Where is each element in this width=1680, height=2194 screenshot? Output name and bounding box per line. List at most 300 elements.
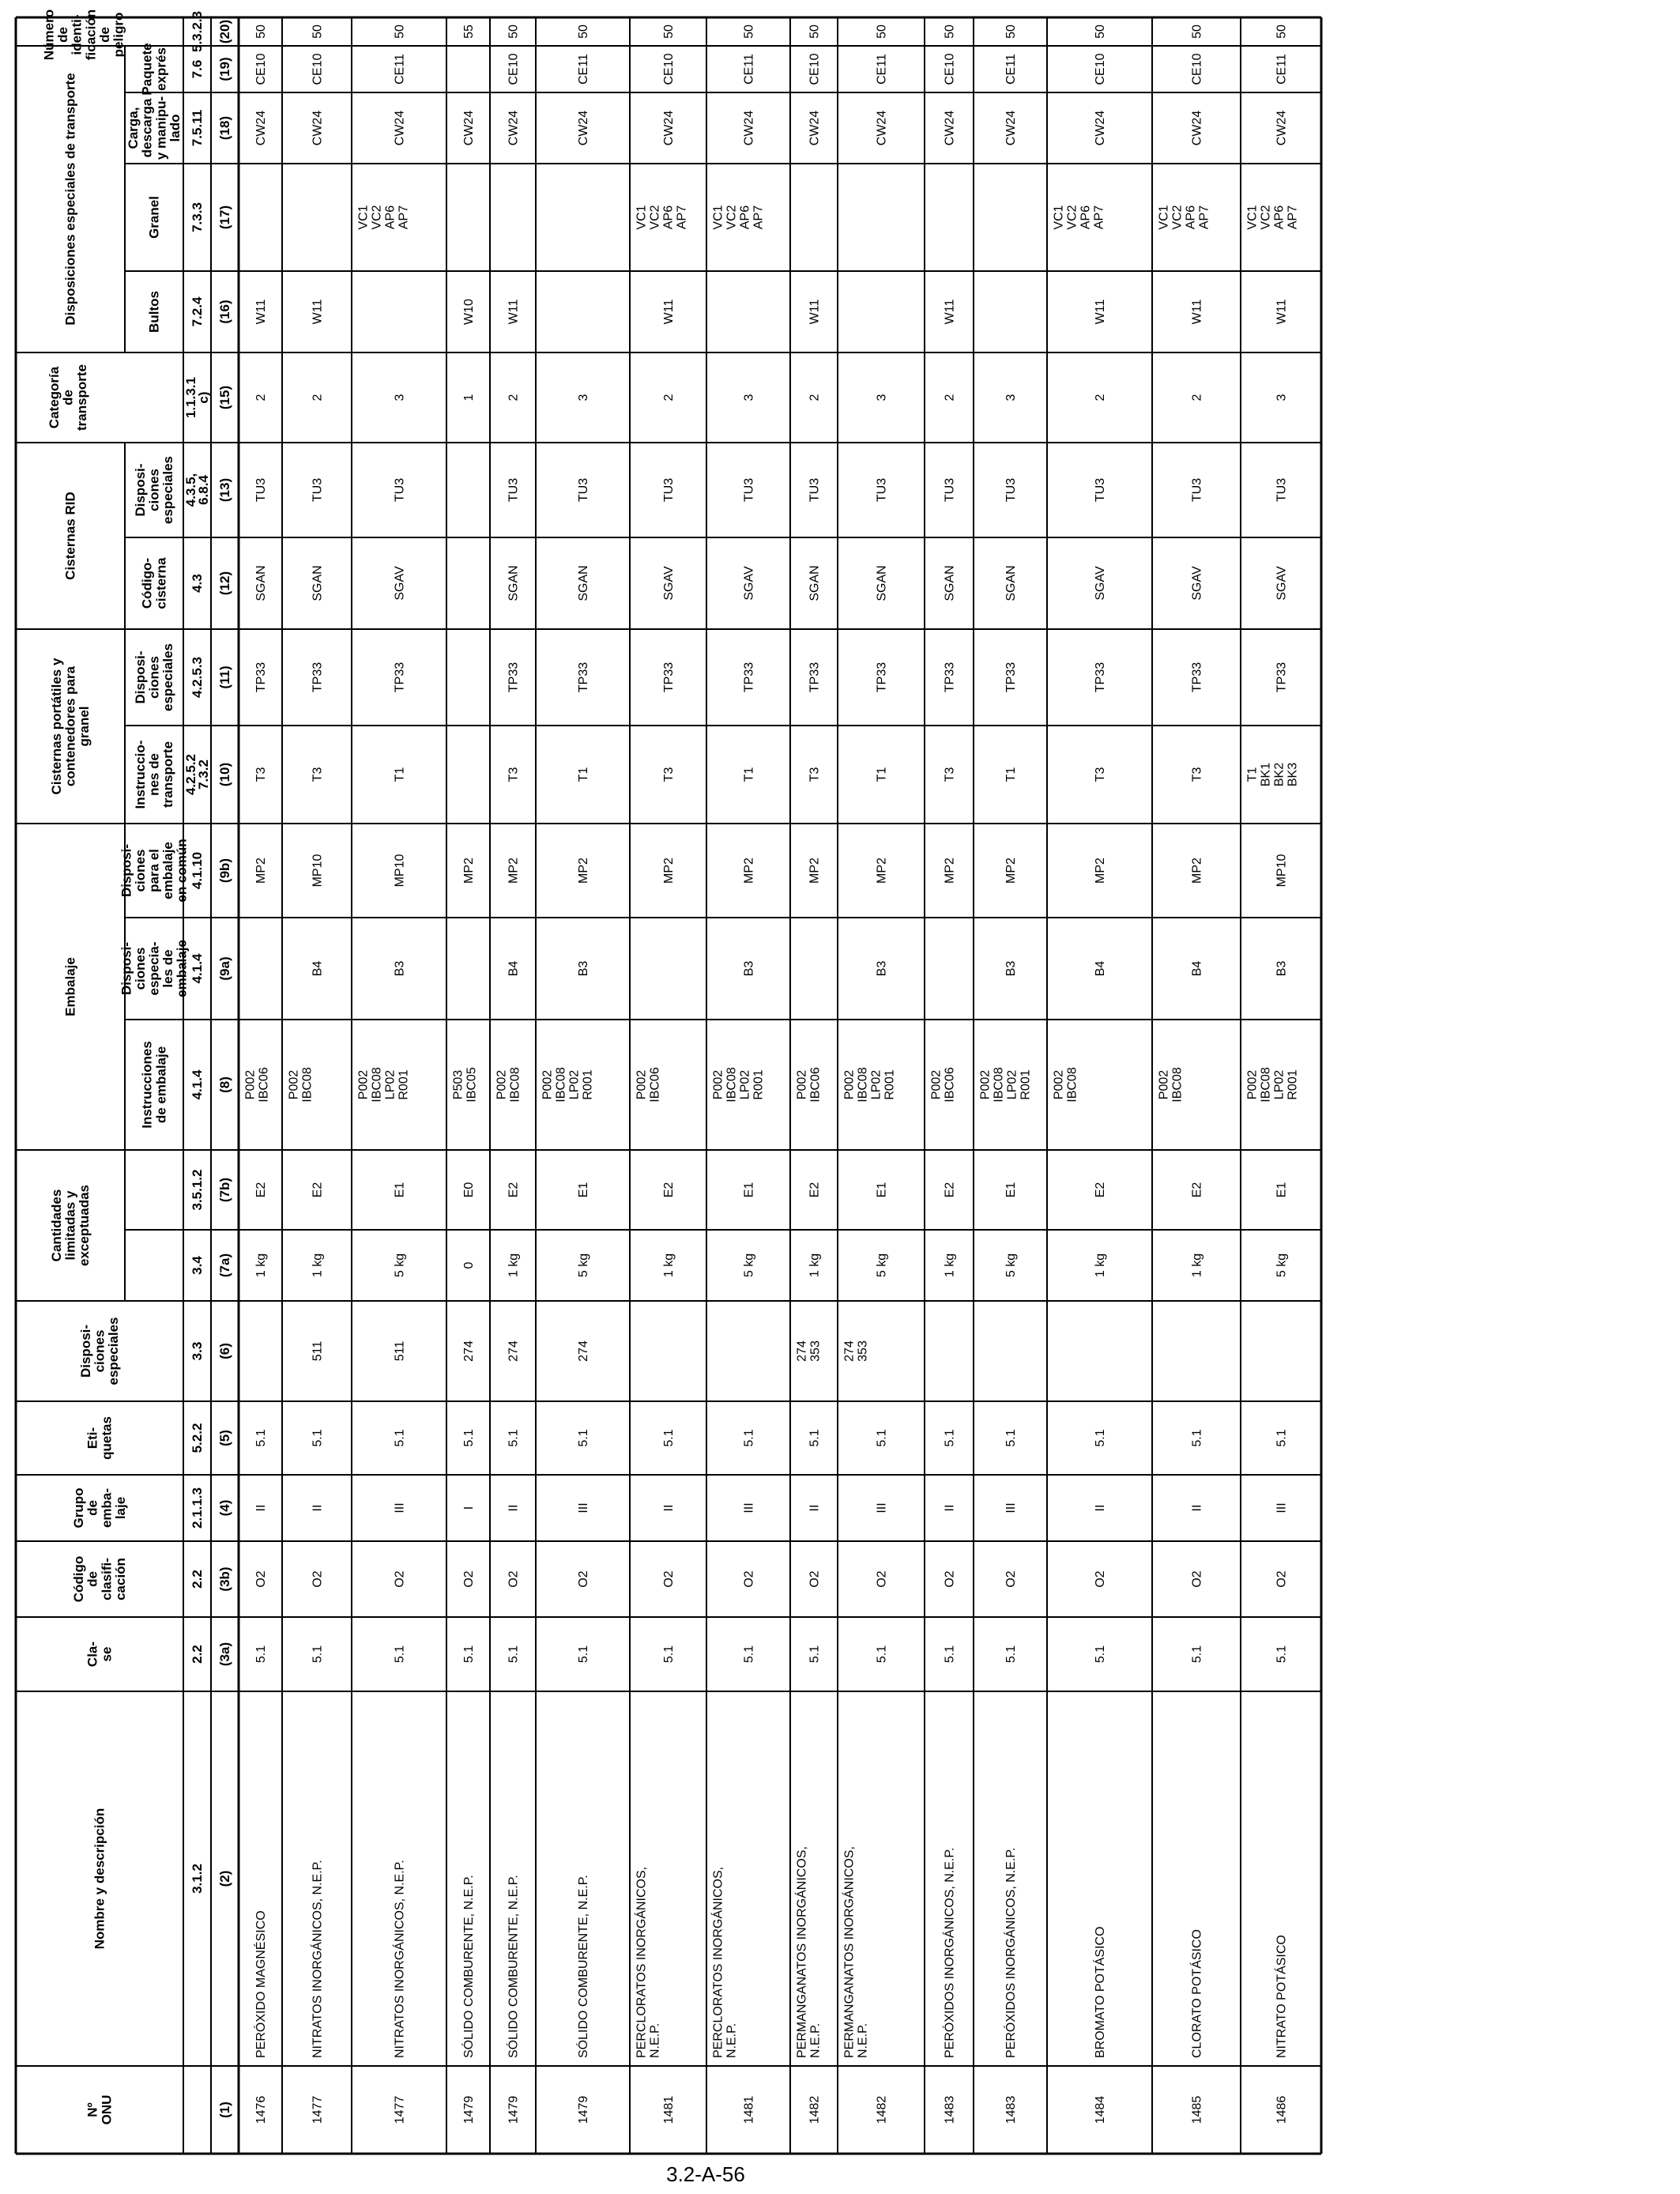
header-col9a-line: Disposi- bbox=[119, 941, 134, 996]
header-col5-line: quetas bbox=[99, 1416, 115, 1460]
ref-col15-line: 1.1.3.1 bbox=[183, 377, 198, 418]
row-12-col15 bbox=[1004, 394, 1018, 401]
row-11-col3a bbox=[944, 1646, 957, 1663]
row-2-col6 bbox=[311, 1341, 325, 1362]
row-6-col3a bbox=[577, 1646, 590, 1663]
row-4-col8-line: IBC05 bbox=[465, 1067, 479, 1103]
header-col10 bbox=[133, 741, 175, 809]
row-7-col1-line: 1481 bbox=[662, 2095, 676, 2124]
row-14-col15 bbox=[1191, 394, 1204, 401]
row-15-col11-line: TP33 bbox=[1275, 662, 1289, 693]
row-1-col9b-line: MP2 bbox=[254, 858, 268, 884]
row-6-col10-line: T1 bbox=[577, 767, 590, 782]
colnum-col7b-line: (7b) bbox=[217, 1177, 232, 1203]
ref-col18 bbox=[190, 110, 205, 146]
colnum-col11 bbox=[217, 665, 232, 688]
ref-col5 bbox=[190, 1423, 205, 1453]
colnum-col1-line: (1) bbox=[217, 2102, 232, 2118]
row-7-col10 bbox=[662, 767, 676, 782]
row-5-col3a-line: 5.1 bbox=[507, 1645, 521, 1664]
row-10-col9a bbox=[876, 961, 889, 977]
row-10-col2 bbox=[842, 1846, 870, 2058]
row-6-col9b bbox=[577, 858, 590, 884]
ref-col13-line: 6.8.4 bbox=[196, 475, 211, 505]
row-6-col19-line: CE11 bbox=[577, 54, 590, 85]
row-15-col12 bbox=[1275, 566, 1289, 601]
row-5-col5 bbox=[507, 1429, 521, 1446]
row-8-col3b bbox=[743, 1570, 756, 1587]
row-3-col1 bbox=[394, 2096, 407, 2124]
row-6-col2 bbox=[575, 1875, 590, 2058]
row-10-col10-line: T1 bbox=[875, 767, 889, 782]
row-3-col4 bbox=[394, 1502, 407, 1513]
row-11-col12 bbox=[944, 565, 957, 601]
row-4-col18-line: CW24 bbox=[462, 110, 476, 146]
row-10-col6-line: 353 bbox=[856, 1340, 870, 1362]
row-15-col15 bbox=[1275, 394, 1289, 401]
row-6-col3a-line: 5.1 bbox=[577, 1645, 590, 1664]
row-3-col3a bbox=[394, 1646, 407, 1663]
row-14-col3a-line: 5.1 bbox=[1190, 1645, 1204, 1664]
header-group_cisternas_portatiles-line: granel bbox=[77, 706, 92, 747]
row-7-col2 bbox=[634, 1867, 662, 2058]
row-12-col11-line: TP33 bbox=[1004, 662, 1018, 693]
row-10-col20 bbox=[876, 25, 889, 39]
row-5-col7a-line: 1 kg bbox=[507, 1253, 521, 1278]
row-9-col7b bbox=[808, 1182, 822, 1198]
row-2-col7b bbox=[311, 1182, 325, 1198]
row-6-col9a-line: B3 bbox=[577, 960, 590, 977]
row-8-col12-line: SGAV bbox=[742, 566, 756, 601]
row-7-col15 bbox=[662, 394, 676, 401]
row-8-col5 bbox=[743, 1429, 756, 1446]
row-6-col9a bbox=[577, 961, 590, 977]
row-8-col3b-line: O2 bbox=[742, 1570, 756, 1588]
row-1-col20-line: 50 bbox=[254, 25, 268, 39]
row-15-col20-line: 50 bbox=[1275, 25, 1289, 39]
row-15-col10-line: BK2 bbox=[1272, 762, 1286, 787]
row-3-col18 bbox=[394, 111, 407, 146]
row-7-col10-line: T3 bbox=[662, 767, 676, 782]
row-14-col17-line: AP7 bbox=[1197, 205, 1211, 230]
row-11-col13-line: TU3 bbox=[943, 477, 957, 503]
row-11-col9b bbox=[944, 858, 957, 884]
row-10-col11-line: TP33 bbox=[875, 662, 889, 693]
row-6-col20 bbox=[577, 25, 590, 39]
row-13-col20 bbox=[1094, 25, 1107, 39]
row-9-col3b-line: O2 bbox=[808, 1570, 822, 1588]
row-5-col1-line: 1479 bbox=[507, 2095, 521, 2124]
row-13-col17-line: VC2 bbox=[1065, 205, 1079, 230]
row-7-col2-line: PERCLORATOS INORGÁNICOS, bbox=[635, 1866, 649, 2058]
row-2-col10 bbox=[311, 767, 325, 782]
row-12-col1 bbox=[1004, 2096, 1018, 2124]
row-5-col18 bbox=[507, 111, 521, 146]
row-10-col18-line: CW24 bbox=[875, 110, 889, 146]
row-1-col12-line: SGAN bbox=[254, 565, 268, 601]
row-5-col7b bbox=[507, 1182, 521, 1198]
row-1-col15 bbox=[254, 394, 268, 401]
row-13-col1 bbox=[1094, 2096, 1107, 2124]
row-11-col18 bbox=[944, 111, 957, 146]
colnum-col18-line: (18) bbox=[217, 115, 232, 141]
row-4-col15-line: 1 bbox=[462, 394, 476, 401]
ref-col20-line: 5.3.2.3 bbox=[190, 11, 205, 52]
row-14-col13-line: TU3 bbox=[1190, 477, 1204, 503]
row-11-col20 bbox=[944, 25, 957, 39]
row-8-col9a bbox=[743, 961, 756, 977]
row-15-col15-line: 3 bbox=[1275, 394, 1289, 401]
header-col6-line: Disposi- bbox=[78, 1324, 93, 1378]
colnum-col2 bbox=[217, 1871, 232, 1887]
row-9-col20 bbox=[808, 25, 822, 39]
header-col3a bbox=[85, 1642, 115, 1667]
row-9-col12 bbox=[808, 565, 822, 601]
row-5-col4-line: II bbox=[507, 1504, 521, 1512]
row-1-col5 bbox=[254, 1429, 268, 1446]
row-9-col20-line: 50 bbox=[808, 25, 822, 39]
row-8-col17 bbox=[712, 205, 766, 229]
header-col18-line: lado bbox=[167, 114, 183, 142]
row-14-col11-line: TP33 bbox=[1190, 662, 1204, 693]
ref-col2-line: 3.1.2 bbox=[190, 1864, 205, 1894]
header-col19-line: exprés bbox=[153, 47, 169, 91]
row-12-col9a bbox=[1004, 961, 1018, 977]
row-5-col20-line: 50 bbox=[507, 25, 521, 39]
header-col5-line: Eti- bbox=[85, 1427, 100, 1449]
row-4-col5 bbox=[462, 1429, 476, 1446]
row-13-col19-line: CE10 bbox=[1094, 53, 1107, 85]
row-7-col19-line: CE10 bbox=[662, 53, 676, 85]
row-6-col8-line: IBC08 bbox=[554, 1067, 568, 1103]
row-11-col3b-line: O2 bbox=[943, 1570, 957, 1588]
ref-col13 bbox=[183, 473, 211, 507]
row-9-col11-line: TP33 bbox=[808, 662, 822, 693]
row-15-col3a-line: 5.1 bbox=[1275, 1645, 1289, 1664]
row-12-col7a bbox=[1004, 1253, 1018, 1277]
row-11-col8-line: P002 bbox=[929, 1069, 944, 1100]
row-5-col19-line: CE10 bbox=[507, 53, 521, 85]
header-col11 bbox=[133, 643, 175, 711]
row-7-col7b bbox=[662, 1182, 676, 1198]
header-col18-line: y manipu- bbox=[153, 96, 169, 160]
row-4-col6-line: 274 bbox=[462, 1340, 476, 1362]
header-col1 bbox=[85, 2095, 115, 2125]
row-3-col1-line: 1477 bbox=[393, 2095, 407, 2124]
row-3-col7b-line: E1 bbox=[393, 1182, 407, 1198]
row-11-col11 bbox=[944, 662, 957, 692]
row-3-col17-line: VC1 bbox=[356, 205, 371, 230]
row-13-col5 bbox=[1094, 1429, 1107, 1446]
row-3-col4-line: III bbox=[393, 1502, 407, 1514]
row-13-col9b bbox=[1094, 858, 1107, 884]
row-12-col12-line: SGAN bbox=[1004, 565, 1018, 601]
row-3-col13 bbox=[394, 478, 407, 502]
row-5-col15 bbox=[507, 394, 521, 401]
row-14-col8-line: P002 bbox=[1157, 1069, 1171, 1100]
row-3-col15-line: 3 bbox=[393, 394, 407, 401]
ref-col8 bbox=[190, 1069, 205, 1099]
row-5-col2 bbox=[506, 1875, 521, 2058]
row-8-col3a bbox=[743, 1646, 756, 1663]
row-5-col2-line: SÓLIDO COMBURENTE, N.E.P. bbox=[507, 1875, 521, 2058]
row-15-col2 bbox=[1274, 1935, 1289, 2058]
row-4-col2 bbox=[461, 1875, 476, 2058]
row-8-col8 bbox=[712, 1067, 766, 1103]
row-15-col17-line: AP7 bbox=[1286, 205, 1300, 230]
ref-col9a bbox=[190, 953, 205, 983]
row-3-col7b bbox=[394, 1182, 407, 1198]
colnum-col3a-line: (3a) bbox=[217, 1642, 232, 1667]
row-7-col3b bbox=[662, 1570, 676, 1587]
colnum-col5-line: (5) bbox=[217, 1430, 232, 1446]
ref-col10 bbox=[183, 754, 211, 795]
colnum-col3a bbox=[217, 1642, 232, 1666]
header-col6 bbox=[78, 1317, 121, 1385]
row-7-col2-line: N.E.P. bbox=[648, 2022, 662, 2058]
row-15-col9a-line: B3 bbox=[1275, 960, 1289, 977]
row-1-col7a bbox=[254, 1253, 268, 1277]
header-col16-line: Bultos bbox=[146, 291, 162, 333]
row-10-col8-line: R001 bbox=[883, 1069, 897, 1100]
row-13-col9a bbox=[1094, 961, 1107, 977]
table-grid-lines bbox=[16, 14, 1321, 2154]
row-8-col4 bbox=[743, 1502, 756, 1513]
row-11-col5 bbox=[944, 1429, 957, 1446]
row-14-col18 bbox=[1191, 111, 1204, 146]
row-13-col7a bbox=[1094, 1253, 1107, 1277]
row-10-col3b-line: O2 bbox=[875, 1570, 889, 1588]
row-10-col9a-line: B3 bbox=[875, 960, 889, 977]
colnum-col13 bbox=[217, 478, 232, 502]
row-7-col17-line: AP6 bbox=[661, 205, 676, 230]
row-7-col17-line: VC2 bbox=[648, 205, 662, 230]
row-5-col8 bbox=[495, 1067, 522, 1103]
row-6-col8-line: R001 bbox=[581, 1069, 595, 1100]
header-col9a bbox=[119, 940, 190, 997]
row-14-col9a-line: B4 bbox=[1190, 960, 1204, 977]
row-14-col7a-line: 1 kg bbox=[1190, 1253, 1204, 1278]
row-6-col8 bbox=[541, 1067, 595, 1103]
row-5-col12-line: SGAN bbox=[507, 565, 521, 601]
ref-col16 bbox=[190, 296, 205, 326]
row-11-col9b-line: MP2 bbox=[943, 858, 957, 884]
ref-col7b bbox=[190, 1170, 205, 1211]
row-15-col8-line: R001 bbox=[1286, 1069, 1300, 1100]
ref-col15-line: c) bbox=[196, 391, 211, 404]
row-8-col11-line: TP33 bbox=[742, 662, 756, 693]
row-15-col9b-line: MP10 bbox=[1275, 854, 1289, 888]
row-12-col3b-line: O2 bbox=[1004, 1570, 1018, 1588]
row-15-col7a bbox=[1275, 1253, 1289, 1277]
row-15-col17-line: VC2 bbox=[1259, 205, 1273, 230]
header-col20 bbox=[42, 9, 126, 60]
row-1-col5-line: 5.1 bbox=[254, 1429, 268, 1447]
row-11-col12-line: SGAN bbox=[943, 565, 957, 601]
row-13-col5-line: 5.1 bbox=[1094, 1429, 1107, 1447]
row-5-col7a bbox=[507, 1253, 521, 1277]
ref-col6 bbox=[190, 1342, 205, 1361]
row-5-col6-line: 274 bbox=[507, 1340, 521, 1362]
row-7-col17-line: VC1 bbox=[635, 205, 649, 230]
row-6-col6 bbox=[577, 1340, 590, 1362]
row-8-col17-line: AP6 bbox=[738, 205, 752, 230]
row-14-col19 bbox=[1191, 53, 1204, 85]
row-10-col1-line: 1482 bbox=[875, 2095, 889, 2124]
row-14-col11 bbox=[1191, 662, 1204, 692]
header-group7-line: limitadas y bbox=[62, 1190, 78, 1261]
row-7-col8-line: P002 bbox=[635, 1069, 649, 1100]
row-13-col3a-line: 5.1 bbox=[1094, 1645, 1107, 1664]
header-col12 bbox=[140, 557, 169, 609]
row-13-col4 bbox=[1094, 1505, 1107, 1512]
row-13-col17 bbox=[1053, 205, 1106, 229]
row-10-col7a-line: 5 kg bbox=[875, 1253, 889, 1278]
row-11-col16-line: W11 bbox=[943, 299, 957, 325]
row-4-col16 bbox=[462, 299, 476, 325]
row-12-col7a-line: 5 kg bbox=[1004, 1253, 1018, 1278]
ref-col11-line: 4.2.5.3 bbox=[190, 657, 205, 698]
row-3-col17-line: AP7 bbox=[397, 205, 411, 230]
header-col6-line: especiales bbox=[106, 1317, 121, 1385]
row-9-col2-line: N.E.P. bbox=[808, 2022, 823, 2058]
row-8-col17-line: VC2 bbox=[725, 205, 739, 230]
row-15-col12-line: SGAV bbox=[1275, 566, 1289, 601]
row-15-col10-line: BK1 bbox=[1259, 762, 1273, 787]
row-14-col4 bbox=[1191, 1505, 1204, 1512]
header-col6-line: ciones bbox=[92, 1329, 107, 1373]
row-9-col12-line: SGAN bbox=[808, 565, 822, 601]
colnum-col7b bbox=[217, 1178, 232, 1202]
ref-col12-line: 4.3 bbox=[190, 574, 205, 593]
row-13-col11-line: TP33 bbox=[1094, 662, 1107, 693]
row-11-col20-line: 50 bbox=[943, 25, 957, 39]
row-14-col8 bbox=[1158, 1067, 1185, 1103]
row-3-col12-line: SGAV bbox=[393, 566, 407, 601]
row-8-col8-line: P002 bbox=[711, 1069, 725, 1100]
row-3-col8 bbox=[357, 1067, 411, 1103]
row-3-col17 bbox=[357, 205, 411, 229]
row-11-col19 bbox=[944, 53, 957, 85]
row-9-col8 bbox=[796, 1067, 823, 1103]
colnum-col2-line: (2) bbox=[217, 1870, 232, 1887]
row-1-col8-line: IBC06 bbox=[257, 1067, 271, 1103]
row-12-col13 bbox=[1004, 478, 1018, 502]
row-1-col10 bbox=[254, 767, 268, 782]
row-9-col8-line: P002 bbox=[795, 1069, 809, 1100]
header-col11-line: Disposi- bbox=[133, 650, 148, 704]
row-15-col17-line: VC1 bbox=[1245, 205, 1260, 230]
row-7-col18-line: CW24 bbox=[662, 110, 676, 146]
header-col5 bbox=[85, 1416, 115, 1460]
colnum-col12-line: (12) bbox=[217, 571, 232, 596]
row-3-col3b-line: O2 bbox=[393, 1570, 407, 1588]
row-10-col7b bbox=[876, 1182, 889, 1198]
row-3-col9a bbox=[394, 961, 407, 977]
row-14-col3b-line: O2 bbox=[1190, 1570, 1204, 1588]
row-5-col8-line: P002 bbox=[495, 1069, 509, 1100]
row-13-col8-line: P002 bbox=[1052, 1069, 1066, 1100]
row-2-col12 bbox=[311, 565, 325, 601]
header-col17 bbox=[147, 196, 162, 239]
row-12-col9a-line: B3 bbox=[1004, 960, 1018, 977]
row-3-col6-line: 511 bbox=[393, 1340, 407, 1362]
row-2-col18 bbox=[311, 111, 325, 146]
row-3-col19 bbox=[394, 54, 407, 85]
row-15-col19-line: CE11 bbox=[1275, 54, 1289, 85]
row-7-col3a bbox=[662, 1646, 676, 1663]
row-13-col11 bbox=[1094, 662, 1107, 692]
row-4-col7a-line: 0 bbox=[462, 1261, 476, 1269]
row-4-col15 bbox=[462, 394, 476, 401]
row-13-col10 bbox=[1094, 767, 1107, 782]
row-4-col9b-line: MP2 bbox=[462, 858, 476, 884]
row-5-col4 bbox=[507, 1505, 521, 1512]
row-11-col8 bbox=[930, 1067, 957, 1103]
row-5-col11 bbox=[507, 662, 521, 692]
ref-col3b bbox=[190, 1570, 205, 1589]
row-12-col7b-line: E1 bbox=[1004, 1182, 1018, 1198]
row-5-col3a bbox=[507, 1646, 521, 1663]
row-2-col4 bbox=[311, 1505, 325, 1512]
row-5-col13 bbox=[507, 478, 521, 502]
row-10-col5 bbox=[876, 1429, 889, 1446]
row-10-col12 bbox=[876, 565, 889, 601]
header-col20-line: Número bbox=[41, 9, 57, 61]
row-15-col18-line: CW24 bbox=[1275, 110, 1289, 146]
row-8-col7a-line: 5 kg bbox=[742, 1253, 756, 1278]
row-8-col4-line: III bbox=[742, 1502, 756, 1514]
row-9-col16 bbox=[808, 300, 822, 325]
row-1-col11 bbox=[254, 662, 268, 692]
row-12-col2-line: PERÓXIDOS INORGÁNICOS, N.E.P. bbox=[1004, 1847, 1018, 2058]
row-11-col2-line: PERÓXIDOS INORGÁNICOS, N.E.P. bbox=[943, 1847, 957, 2058]
row-6-col7a-line: 5 kg bbox=[577, 1253, 590, 1278]
row-14-col17-line: AP6 bbox=[1184, 205, 1198, 230]
row-8-col10 bbox=[743, 767, 756, 782]
row-12-col8-line: LP02 bbox=[1005, 1069, 1019, 1100]
row-10-col19-line: CE11 bbox=[875, 54, 889, 85]
ref-col18-line: 7.5.11 bbox=[190, 109, 205, 147]
row-14-col3b bbox=[1191, 1570, 1204, 1587]
row-5-col9b-line: MP2 bbox=[507, 858, 521, 884]
row-10-col2-line: N.E.P. bbox=[856, 2022, 870, 2058]
row-10-col8-line: P002 bbox=[842, 1069, 857, 1100]
header-col9a-line: ciones bbox=[133, 947, 148, 990]
row-4-col3a bbox=[462, 1646, 476, 1663]
row-7-col7a bbox=[662, 1253, 676, 1277]
row-11-col19-line: CE10 bbox=[943, 53, 957, 85]
row-10-col6-line: 274 bbox=[842, 1340, 857, 1362]
header-col11-line: ciones bbox=[146, 656, 162, 699]
row-15-col5-line: 5.1 bbox=[1275, 1429, 1289, 1447]
ref-col19-line: 7.6 bbox=[190, 59, 205, 79]
row-9-col3a bbox=[808, 1646, 822, 1663]
row-13-col7b bbox=[1094, 1182, 1107, 1198]
row-11-col11-line: TP33 bbox=[943, 662, 957, 693]
header-group7 bbox=[49, 1185, 92, 1266]
row-14-col16 bbox=[1191, 300, 1204, 325]
row-5-col9a-line: B4 bbox=[507, 960, 521, 977]
row-5-col1 bbox=[507, 2096, 521, 2124]
row-1-col3a bbox=[254, 1646, 268, 1663]
row-15-col9b bbox=[1275, 854, 1289, 888]
header-col3b bbox=[71, 1556, 128, 1603]
row-9-col1-line: 1482 bbox=[808, 2095, 822, 2124]
colnum-col8-line: (8) bbox=[217, 1076, 232, 1093]
row-10-col8 bbox=[843, 1067, 897, 1103]
row-5-col9a bbox=[507, 961, 521, 977]
